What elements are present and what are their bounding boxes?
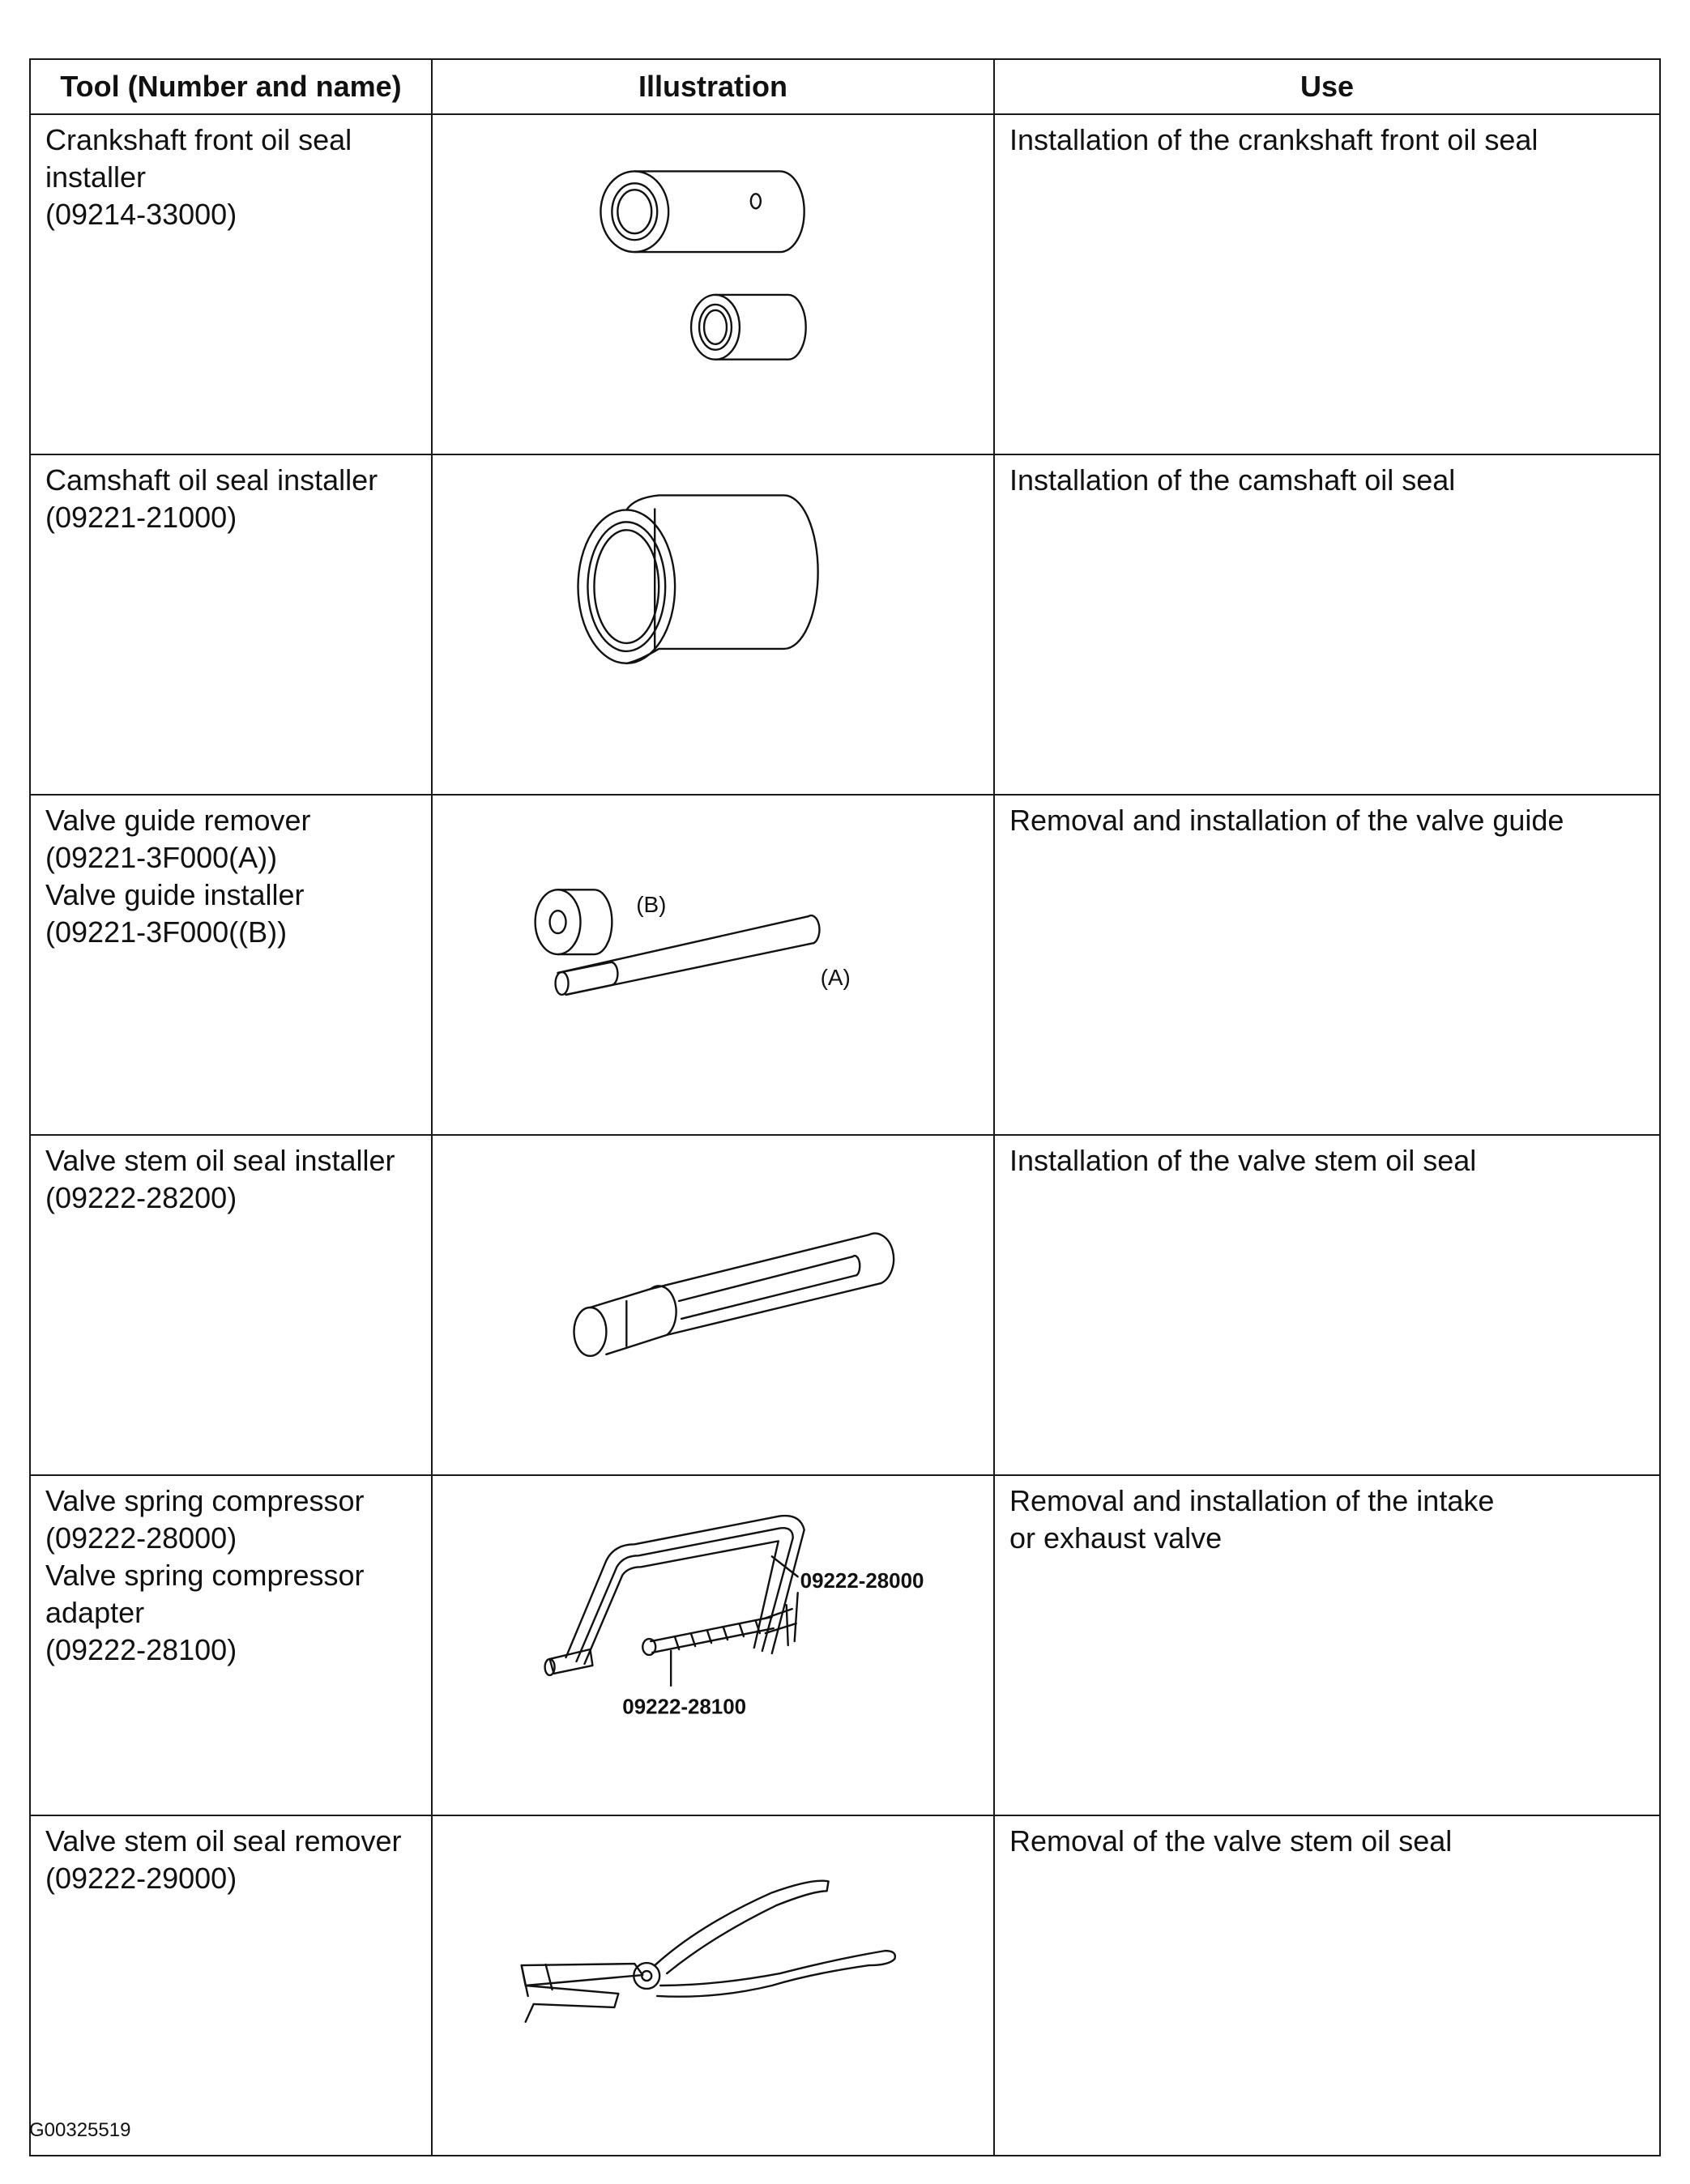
header-use: Use (994, 59, 1660, 114)
tool-name-cell (30, 454, 432, 795)
use-cell (994, 114, 1660, 454)
use-cell (994, 1475, 1660, 1815)
table-row (30, 114, 1660, 454)
table-row (30, 454, 1660, 795)
tool-name-cell (30, 1135, 432, 1475)
tool-number: (09221-3F000(A)) (45, 841, 278, 874)
tool-name-line: Valve stem oil seal remover (45, 1824, 402, 1858)
illustration-cell (432, 1815, 994, 2156)
valve-guide-tool-icon (433, 796, 993, 1134)
tool-name-line: Valve spring compressor (45, 1559, 365, 1592)
label-a: (A) (820, 964, 851, 990)
use-text: Installation of the camshaft oil seal (1009, 463, 1456, 497)
tool-number: (09222-28100) (45, 1633, 237, 1666)
use-text: Installation of the valve stem oil seal (1009, 1144, 1477, 1177)
table-row (30, 1475, 1660, 1815)
tool-number: (09222-28200) (45, 1181, 237, 1214)
use-cell (994, 1135, 1660, 1475)
tool-name-cell (30, 795, 432, 1135)
table-header-row (30, 59, 1660, 114)
label-adapter-number: 09222-28100 (622, 1696, 747, 1719)
header-illustration: Illustration (432, 59, 994, 114)
header-tool: Tool (Number and name) (30, 59, 432, 114)
table-row (30, 1815, 1660, 2156)
tool-name-line: Valve stem oil seal installer (45, 1144, 395, 1177)
tool-name-cell (30, 1815, 432, 2156)
use-cell (994, 454, 1660, 795)
tool-name-line: Crankshaft front oil seal (45, 123, 352, 156)
valve-stem-seal-remover-pliers-icon (433, 1816, 993, 2155)
illustration-cell (432, 454, 994, 795)
tool-number: (09221-21000) (45, 501, 237, 534)
valve-spring-compressor-icon (433, 1476, 993, 1815)
tool-number: (09214-33000) (45, 198, 237, 231)
use-cell (994, 1815, 1660, 2156)
use-text: Removal and installation of the intake or exhaust valve (1009, 1484, 1495, 1555)
table-row (30, 795, 1660, 1135)
tool-name-line: Camshaft oil seal installer (45, 463, 378, 497)
tool-name-line: installer (45, 160, 147, 194)
tool-name-line: Valve spring compressor (45, 1484, 365, 1517)
tool-number: (09222-28000) (45, 1521, 237, 1555)
camshaft-seal-installer-icon (433, 455, 993, 794)
tool-name-line: Valve guide remover (45, 804, 311, 837)
table-row (30, 1135, 1660, 1475)
tool-name-line: adapter (45, 1596, 145, 1629)
crankshaft-seal-installer-icon (433, 115, 993, 454)
use-text: Removal of the valve stem oil seal (1009, 1824, 1453, 1858)
special-tools-table (29, 58, 1661, 2156)
use-text: Removal and installation of the valve guide (1009, 804, 1564, 837)
tool-number: (09222-29000) (45, 1862, 237, 1895)
tool-name-line: Valve guide installer (45, 878, 305, 911)
illustration-cell (432, 1135, 994, 1475)
use-cell (994, 795, 1660, 1135)
figure-id: G00325519 (29, 2119, 131, 2141)
label-b: (B) (636, 892, 667, 918)
illustration-cell (432, 795, 994, 1135)
tool-number: (09221-3F000((B)) (45, 915, 288, 949)
use-text: Installation of the crankshaft front oil seal (1009, 123, 1538, 156)
illustration-cell (432, 1475, 994, 1815)
valve-stem-seal-installer-icon (433, 1136, 993, 1474)
tool-name-cell (30, 114, 432, 454)
tool-name-cell (30, 1475, 432, 1815)
illustration-cell (432, 114, 994, 454)
label-compressor-number: 09222-28000 (800, 1570, 924, 1593)
